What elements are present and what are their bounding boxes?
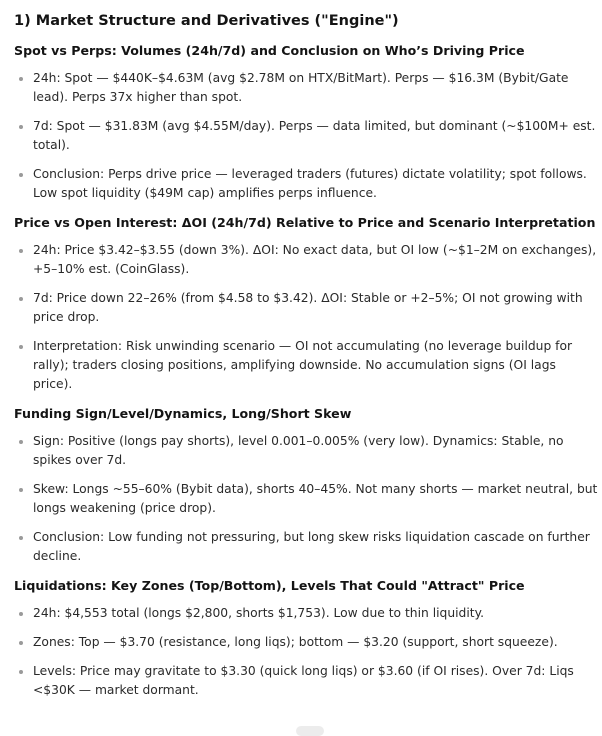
section-heading: Price vs Open Interest: ΔOI (24h/7d) Relative to Price and Scenario Interpretation <box>14 215 596 230</box>
list-item-text: Sign: Positive (longs pay shorts), level 0.001–0.005% (very low). Dynamics: Stable, no spikes over 7d. <box>33 434 564 467</box>
list-item <box>14 480 598 518</box>
list-item <box>14 604 598 623</box>
bullet-icon <box>19 488 23 492</box>
list-item <box>14 165 598 203</box>
bullet-icon <box>19 125 23 129</box>
bullet-list <box>14 241 598 394</box>
bullet-icon <box>19 536 23 540</box>
list-item-text: Interpretation: Risk unwinding scenario — OI not accumulating (no leverage buildup for rally); traders closing positions, amplifying downside. No accumulation signs (OI lags price). <box>33 339 573 391</box>
list-item <box>14 432 598 470</box>
list-item-text: 24h: Spot — $440K–$4.63M (avg $2.78M on HTX/BitMart). Perps — $16.3M (Bybit/Gate lead). Perps 37x higher than spot. <box>33 71 569 104</box>
list-item <box>14 69 598 107</box>
list-item-text: Zones: Top — $3.70 (resistance, long liqs); bottom — $3.20 (support, short squeeze). <box>33 635 558 649</box>
bullet-icon <box>19 345 23 349</box>
list-item-text: 24h: Price $3.42–$3.55 (down 3%). ΔOI: No exact data, but OI low (~$1–2M on exchanges), +5–10% est. (CoinGlass). <box>33 243 597 276</box>
list-item <box>14 117 598 155</box>
list-item <box>14 528 598 566</box>
list-item-text: Conclusion: Low funding not pressuring, but long skew risks liquidation cascade on further decline. <box>33 530 590 563</box>
section-heading: Funding Sign/Level/Dynamics, Long/Short Skew <box>14 406 352 421</box>
scroll-down-button[interactable] <box>296 726 324 736</box>
bullet-icon <box>19 249 23 253</box>
page-title: 1) Market Structure and Derivatives ("Engine") <box>14 13 399 29</box>
list-item-text: Skew: Longs ~55–60% (Bybit data), shorts 40–45%. Not many shorts — market neutral, but longs weakening (price drop). <box>33 482 598 515</box>
bullet-icon <box>19 77 23 81</box>
list-item-text: 24h: $4,553 total (longs $2,800, shorts $1,753). Low due to thin liquidity. <box>33 606 485 620</box>
list-item <box>14 633 598 652</box>
section-heading: Spot vs Perps: Volumes (24h/7d) and Conclusion on Who’s Driving Price <box>14 43 525 58</box>
bullet-icon <box>19 440 23 444</box>
bullet-list <box>14 69 598 203</box>
section-liquidations <box>14 576 598 700</box>
bullet-icon <box>19 641 23 645</box>
list-item-text: Levels: Price may gravitate to $3.30 (quick long liqs) or $3.60 (if OI rises). Over 7d: Liqs <$30K — market dormant. <box>33 664 574 697</box>
bullet-icon <box>19 670 23 674</box>
section-funding <box>14 404 598 566</box>
list-item-text: 7d: Spot — $31.83M (avg $4.55M/day). Perps — data limited, but dominant (~$100M+ est. total). <box>33 119 596 152</box>
list-item-text: 7d: Price down 22–26% (from $4.58 to $3.42). ΔOI: Stable or +2–5%; OI not growing with price drop. <box>33 291 583 324</box>
list-item <box>14 289 598 327</box>
section-price-vs-oi <box>14 213 598 394</box>
section-spot-vs-perps <box>14 41 598 203</box>
list-item-text: Conclusion: Perps drive price — leveraged traders (futures) dictate volatility; spot follows. Low spot liquidity ($49M cap) amplifies perps influence. <box>33 167 587 200</box>
bullet-icon <box>19 297 23 301</box>
section-heading: Liquidations: Key Zones (Top/Bottom), Levels That Could "Attract" Price <box>14 578 525 593</box>
bullet-list <box>14 604 598 700</box>
list-item <box>14 662 598 700</box>
bullet-icon <box>19 612 23 616</box>
bullet-icon <box>19 173 23 177</box>
list-item <box>14 241 598 279</box>
bullet-list <box>14 432 598 566</box>
document <box>14 10 598 710</box>
list-item <box>14 337 598 394</box>
